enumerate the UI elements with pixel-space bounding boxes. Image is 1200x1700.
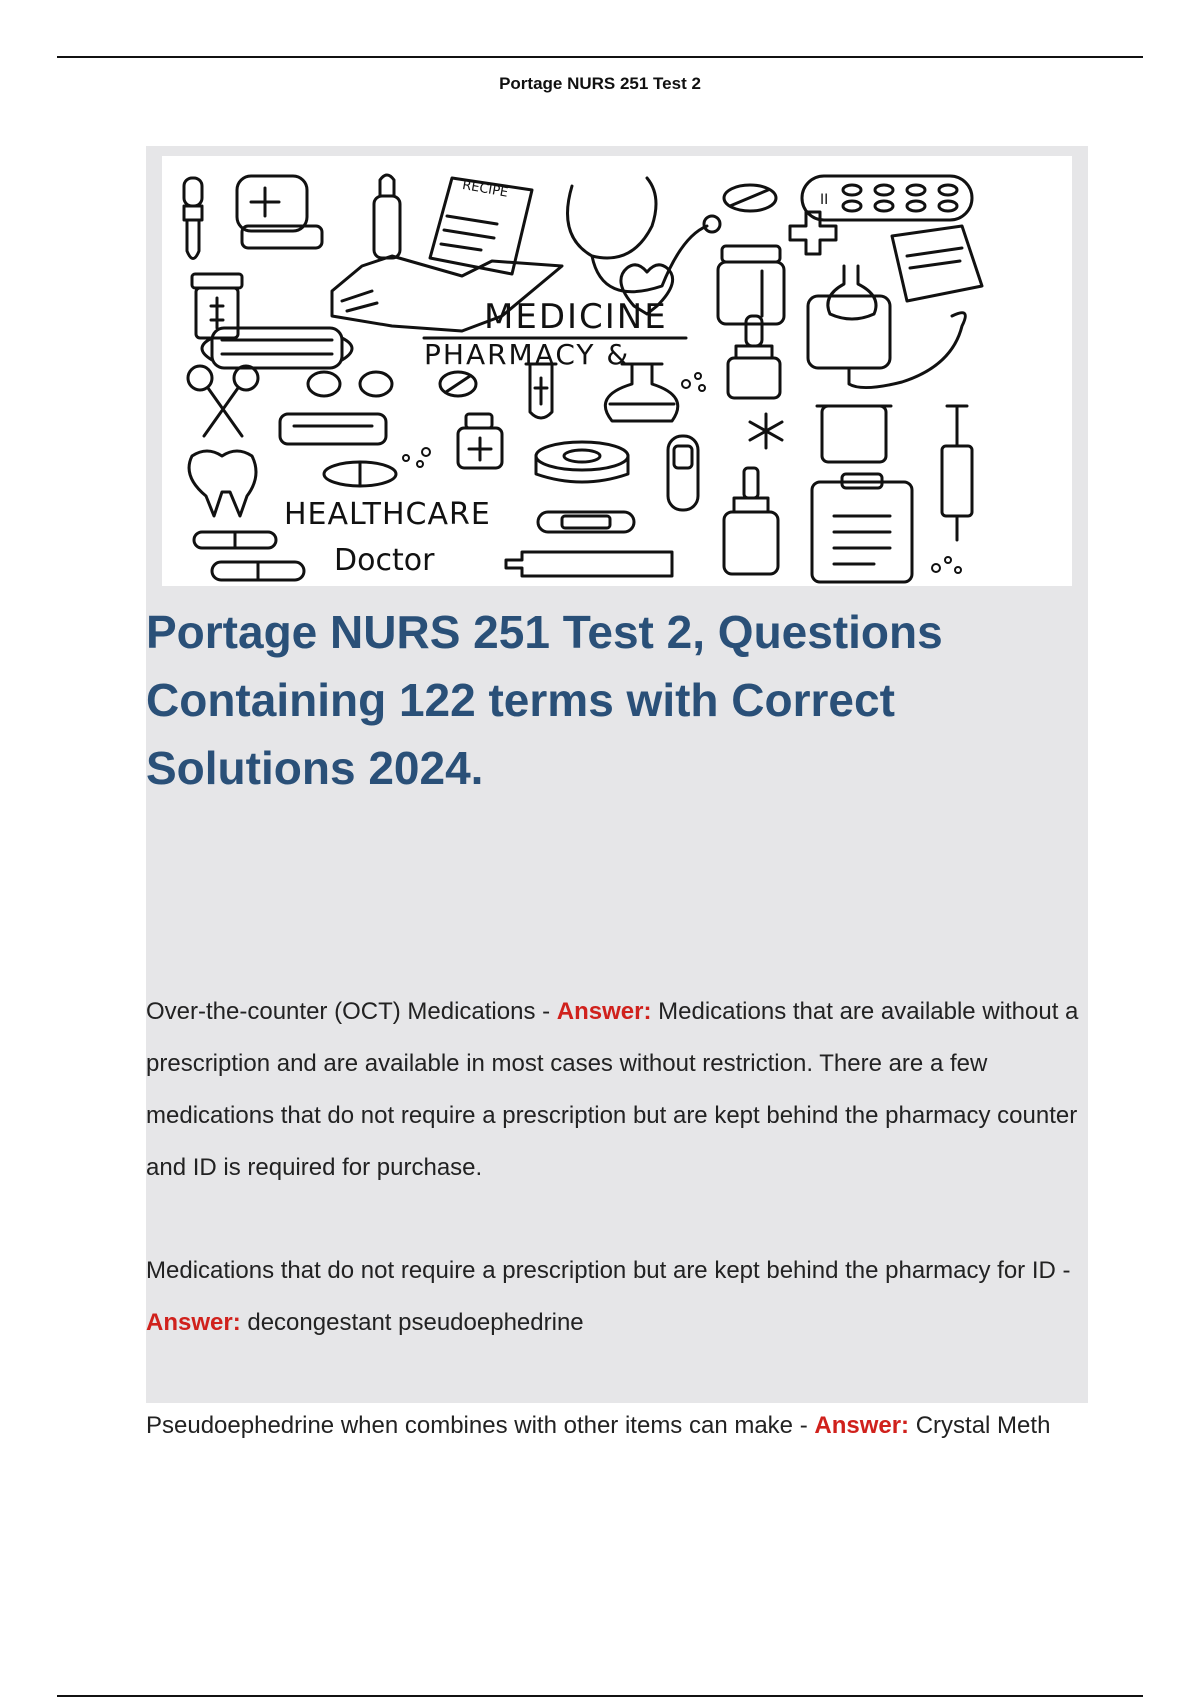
answer-label: Answer: bbox=[146, 1309, 241, 1336]
question-text: Over-the-counter (OCT) Medications - bbox=[146, 998, 557, 1025]
tooth-icon bbox=[189, 451, 256, 516]
header-rule bbox=[57, 56, 1143, 58]
tablets-icon bbox=[308, 372, 392, 396]
blister-pack-icon bbox=[802, 176, 972, 220]
iv-bag-icon bbox=[808, 296, 965, 388]
dropper-icon bbox=[184, 178, 202, 259]
face-mask-icon bbox=[202, 328, 352, 368]
document-title: Portage NURS 251 Test 2, Questions Containing 122 terms with Correct Solutions 2024. bbox=[146, 606, 943, 794]
content-panel bbox=[146, 146, 1088, 1439]
syringe-icon bbox=[942, 406, 972, 540]
clipboard-icon bbox=[812, 474, 912, 582]
recipe-label: RECIPE bbox=[461, 177, 510, 201]
flask-icon bbox=[605, 364, 677, 421]
medical-box-icon bbox=[892, 226, 982, 301]
answer-label: Answer: bbox=[556, 998, 652, 1025]
beaker-icon bbox=[817, 406, 891, 462]
pharmacy-label: PHARMACY & bbox=[424, 338, 631, 371]
qa-item bbox=[146, 1245, 1081, 1349]
running-header: Portage NURS 251 Test 2 bbox=[499, 74, 701, 93]
qa-item bbox=[146, 1400, 1081, 1452]
capsules-icon bbox=[194, 532, 304, 580]
answer-text: Medications that are available without a prescription and are available in most cases without restriction. There are a few medications that do not require a prescription but are kept behind the pharmacy counter and ID is required for purchase. bbox=[146, 998, 1079, 1181]
pill-box-icon bbox=[280, 414, 386, 444]
medicine-bottle-icon bbox=[458, 414, 502, 468]
tape-roll-icon bbox=[536, 442, 628, 482]
ampoule-icon bbox=[374, 175, 400, 258]
medicine-label: MEDICINE bbox=[484, 297, 668, 337]
stethoscope-icon bbox=[568, 178, 721, 292]
blister-label: II bbox=[820, 192, 829, 208]
answer-label: Answer: bbox=[814, 1412, 910, 1439]
answer-text: Crystal Meth bbox=[909, 1412, 1051, 1439]
recipe-paper-icon bbox=[430, 178, 532, 274]
doctor-label: Doctor bbox=[334, 543, 435, 578]
bulb-syringe-icon bbox=[828, 266, 876, 319]
question-text: Medications that do not require a prescription but are kept behind the pharmacy for ID - bbox=[146, 1257, 1071, 1284]
asterisk-icon bbox=[750, 414, 782, 448]
scissors-icon bbox=[188, 366, 258, 436]
question-text: Pseudoephedrine when combines with other items can make - bbox=[146, 1412, 815, 1439]
healthcare-label: HEALTHCARE bbox=[284, 497, 491, 532]
first-aid-kit-icon bbox=[237, 176, 322, 248]
jar-icon bbox=[718, 246, 784, 324]
bandage-icon bbox=[538, 512, 634, 532]
thermometer-icon bbox=[668, 436, 698, 510]
capsule-icon bbox=[440, 372, 476, 396]
test-tube-icon bbox=[526, 364, 556, 418]
pill-icon bbox=[724, 185, 776, 211]
capsule-pill-icon bbox=[324, 462, 396, 486]
medicine-doodle-banner bbox=[162, 156, 1072, 586]
answer-text: decongestant pseudoephedrine bbox=[240, 1309, 584, 1336]
ointment-tube-icon bbox=[506, 552, 672, 576]
nasal-spray-icon bbox=[724, 468, 778, 574]
dropper-bottle-icon bbox=[728, 316, 780, 398]
footer-rule bbox=[57, 1695, 1143, 1697]
qa-item bbox=[146, 986, 1081, 1194]
